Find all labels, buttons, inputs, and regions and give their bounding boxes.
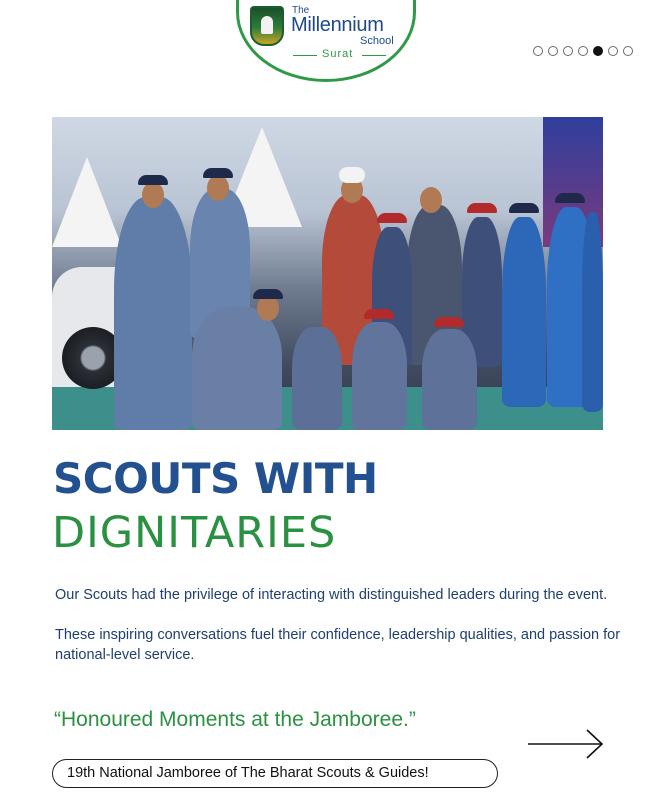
tent-shape xyxy=(52,157,122,247)
slide-pagination xyxy=(533,46,633,56)
turban xyxy=(339,167,365,183)
pagination-dot[interactable] xyxy=(578,46,588,56)
pagination-dot[interactable] xyxy=(533,46,543,56)
scout-kneeling xyxy=(352,322,407,430)
guide xyxy=(502,217,546,407)
guide xyxy=(582,212,603,412)
shield-icon xyxy=(250,6,284,46)
person-cap xyxy=(203,168,233,178)
person-cap xyxy=(138,175,168,185)
person-cap xyxy=(434,317,464,327)
group-photo xyxy=(52,117,603,430)
scout-kneeling xyxy=(292,327,342,430)
pagination-dot-active[interactable] xyxy=(593,46,603,56)
person-cap xyxy=(509,203,539,213)
body-paragraph-2: These inspiring conversations fuel their confidence, leadership qualities, and passion for national-level service. xyxy=(55,627,621,663)
person-cap xyxy=(555,193,585,203)
logo-city: Surat xyxy=(322,48,354,60)
logo-school: School xyxy=(360,35,394,47)
scout-kneeling xyxy=(422,329,477,430)
logo-divider-left xyxy=(293,55,317,56)
body-paragraph-1: Our Scouts had the privilege of interacting with distinguished leaders during the event. xyxy=(55,587,608,603)
person-head xyxy=(207,175,229,201)
logo-divider-right xyxy=(362,55,386,56)
page-title-line1: SCOUTS WITH xyxy=(53,454,378,503)
event-label-pill: 19th National Jamboree of The Bharat Scouts & Guides! xyxy=(52,759,498,788)
scout-kneeling xyxy=(192,307,282,430)
arrow-right-icon[interactable] xyxy=(527,728,605,760)
page-title-line2: DIGNITARIES xyxy=(52,508,337,558)
pagination-dot[interactable] xyxy=(608,46,618,56)
pagination-dot[interactable] xyxy=(623,46,633,56)
person xyxy=(114,197,192,430)
person-head xyxy=(142,182,164,208)
highlight-quote: “Honoured Moments at the Jamboree.” xyxy=(54,708,416,731)
pagination-dot[interactable] xyxy=(548,46,558,56)
pagination-dot[interactable] xyxy=(563,46,573,56)
person-cap xyxy=(377,213,407,223)
logo-name: Millennium xyxy=(291,14,384,36)
person-head xyxy=(420,187,442,213)
person-cap xyxy=(467,203,497,213)
person-cap xyxy=(253,289,283,299)
person-cap xyxy=(364,309,394,319)
logo-the: The xyxy=(292,5,310,16)
